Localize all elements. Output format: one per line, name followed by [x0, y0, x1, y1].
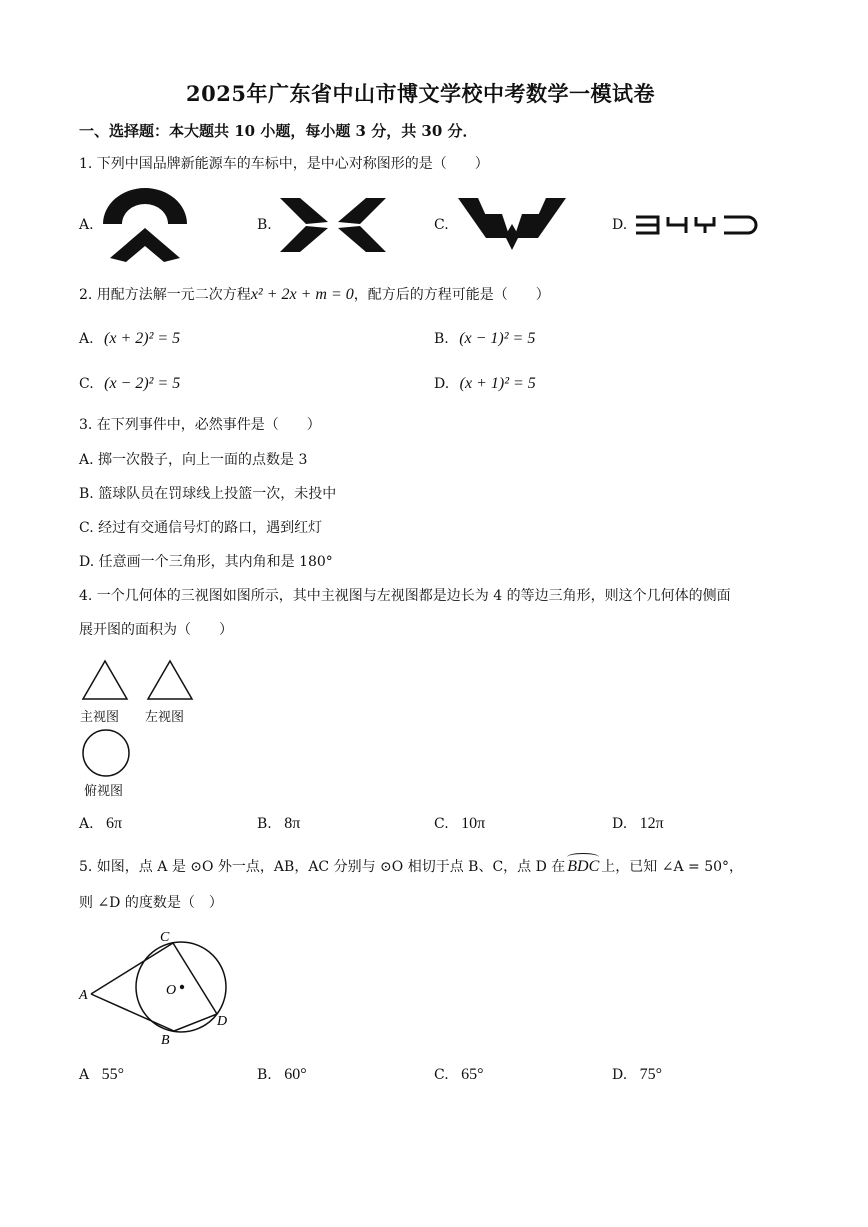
q5-option-c	[434, 1066, 484, 1084]
point-b-label: B	[161, 1033, 170, 1048]
q3-option-d: D. 任意画一个三角形，其内角和是 180°	[79, 554, 333, 570]
q4-option-a-text: 6π	[106, 815, 123, 832]
question-5-arc	[567, 854, 599, 877]
arc-mark	[567, 853, 599, 861]
q3-option-c: C. 经过有交通信号灯的路口，遇到红灯	[79, 520, 323, 536]
xpeng-logo-icon	[278, 196, 388, 254]
q4-option-b	[257, 815, 300, 833]
question-2-stem	[79, 285, 550, 305]
q4-option-d	[612, 815, 664, 833]
q2-option-c-letter: C.	[79, 376, 94, 392]
q2-option-d-letter: D.	[434, 376, 450, 392]
q1-option-b-label: B.	[257, 217, 272, 233]
q2-option-a-letter: A.	[79, 331, 94, 347]
q4-option-d-text: 12π	[639, 815, 664, 832]
q2-option-c	[79, 375, 180, 393]
section-heading: 一、选择题：本大题共 10 小题，每小题 3 分，共 30 分．	[79, 122, 478, 140]
question-5-stem-line1	[79, 854, 743, 877]
q5-option-a-text: 55°	[101, 1066, 124, 1083]
front-view-triangle	[83, 661, 127, 699]
q1-option-c-label: C.	[434, 217, 449, 233]
left-view-label: 左视图	[145, 710, 185, 725]
q5-option-b-text: 60°	[284, 1066, 307, 1083]
q4-option-b-letter: B.	[257, 816, 272, 832]
q5-option-d-text: 75°	[639, 1066, 663, 1083]
q2-option-b-text: (x − 1)² = 5	[459, 330, 536, 347]
q2-option-b	[434, 330, 535, 348]
front-view-label: 主视图	[80, 710, 120, 725]
q2-option-a-text: (x + 2)² = 5	[104, 330, 181, 347]
point-o-label: O	[166, 983, 177, 998]
point-a-label: A	[79, 988, 88, 1003]
q4-option-d-letter: D.	[612, 816, 628, 832]
tangent-circle-figure	[76, 924, 236, 1048]
q1-option-d-label: D.	[612, 217, 628, 233]
q2-option-d-text: (x + 1)² = 5	[459, 375, 536, 392]
q2-option-a	[79, 330, 180, 348]
question-4-stem-line2: 展开图的面积为（ ）	[79, 622, 233, 638]
q2-option-d	[434, 375, 536, 393]
q5-option-d-letter: D.	[612, 1067, 628, 1083]
q5-option-d	[612, 1066, 662, 1084]
q2-option-b-letter: B.	[434, 331, 449, 347]
q5-option-b-letter: B.	[257, 1067, 272, 1083]
byd-logo-icon	[634, 214, 760, 236]
question-5-stem-line2: 则 ∠D 的度数是（ ）	[79, 895, 223, 911]
question-4-stem-line1: 4. 一个几何体的三视图如图所示，其中主视图与左视图都是边长为 4 的等边三角形，则这个几何体的侧面	[79, 588, 731, 604]
question-2-stem-post: ，配方后的方程可能是（ ）	[353, 287, 550, 303]
q1-option-a-label: A.	[79, 217, 94, 233]
q5-option-c-text: 65°	[461, 1066, 484, 1083]
question-1-stem: 1. 下列中国品牌新能源车的车标中，是中心对称图形的是（ ）	[79, 156, 489, 172]
q4-option-c-letter: C.	[434, 816, 449, 832]
nio-logo-icon	[100, 186, 190, 266]
q4-option-c	[434, 815, 485, 833]
arc-label: BDC	[567, 858, 600, 875]
page-title: 2025年广东省中山市博文学校中考数学一模试卷	[186, 81, 655, 106]
question-5-stem-b: 上，已知 ∠A = 50°，	[601, 859, 744, 875]
q4-option-b-text: 8π	[284, 815, 301, 832]
q4-option-c-text: 10π	[461, 815, 486, 832]
q5-option-b	[257, 1066, 307, 1084]
q3-option-a: A. 掷一次骰子，向上一面的点数是 3	[79, 452, 308, 468]
point-d-label: D	[217, 1014, 228, 1029]
question-2-stem-pre: 2. 用配方法解一元二次方程	[79, 287, 251, 303]
q5-option-c-letter: C.	[434, 1067, 449, 1083]
q4-option-a	[79, 815, 122, 833]
question-3-stem: 3. 在下列事件中，必然事件是（ ）	[79, 417, 321, 433]
left-view-triangle	[148, 661, 192, 699]
q5-option-a	[79, 1066, 124, 1084]
wuling-logo-icon	[456, 196, 568, 252]
question-2-equation: x² + 2x + m = 0	[250, 286, 354, 303]
q4-option-a-letter: A.	[79, 816, 94, 832]
top-view-circle	[80, 728, 134, 780]
question-5-stem-a: 5. 如图，点 A 是 ⊙O 外一点，AB，AC 分别与 ⊙O 相切于点 B、C，点 D 在	[79, 859, 566, 875]
point-c-label: C	[160, 930, 170, 945]
q3-option-b: B. 篮球队员在罚球线上投篮一次，未投中	[79, 486, 337, 502]
top-view-label: 俯视图	[84, 784, 124, 799]
q5-option-a-letter: A	[79, 1067, 90, 1083]
three-view-triangles	[78, 658, 198, 704]
q2-option-c-text: (x − 2)² = 5	[104, 375, 181, 392]
